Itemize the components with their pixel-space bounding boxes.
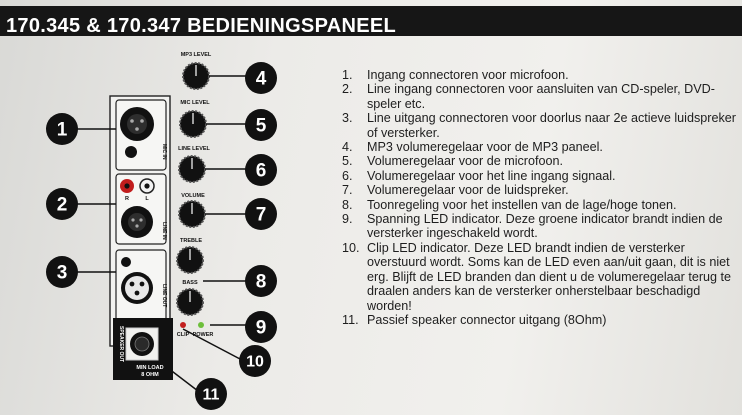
svg-text:BASS: BASS: [182, 280, 198, 286]
list-item: 8. Toonregeling voor het instellen van de lage/hoge tonen.: [342, 197, 677, 212]
svg-text:2: 2: [56, 194, 68, 216]
feature-list: [342, 68, 738, 327]
svg-text:4: 4: [255, 68, 267, 90]
panel-illustration: [0, 36, 340, 415]
svg-text:MIC LEVEL: MIC LEVEL: [180, 100, 210, 106]
l-label: L: [145, 196, 149, 202]
line-out-label: LINE OUT: [161, 284, 167, 308]
knob-volume: [179, 193, 205, 227]
callout-3: [46, 256, 78, 288]
header-bar: [0, 6, 742, 36]
line-in-label: LINE IN: [161, 222, 167, 240]
callout-7: [245, 198, 277, 230]
svg-text:LINE LEVEL: LINE LEVEL: [178, 146, 210, 152]
clip-led: [180, 322, 186, 328]
knob-treble: [177, 238, 203, 273]
list-item: 10. Clip LED indicator. Deze LED brandt indien de versterker overstuurd wordt. Soms kan de LED even aan/uit gaan, dit is niet erg. Blijft de LED branden dan dient u de volumeregelaar terug te draalen anders kan de versterker onherstelbaar beschadigd worden!: [342, 240, 732, 313]
svg-text:7: 7: [255, 204, 267, 226]
power-label: POWER: [192, 332, 214, 338]
list-item: 6. Volumeregelaar voor het line ingang signaal.: [342, 168, 616, 183]
callout-10: [239, 345, 271, 377]
svg-text:9: 9: [255, 317, 267, 339]
list-item: 1. Ingang connectoren voor microfoon.: [342, 68, 569, 82]
svg-text:10: 10: [246, 353, 264, 371]
speaker-out-label: SPEAKER OUT: [118, 326, 124, 363]
list-item: 11. Passief speaker connector uitgang (8Ohm): [342, 312, 607, 327]
svg-text:11: 11: [202, 386, 220, 404]
mic-jack: [125, 146, 137, 158]
knob-line-level: [178, 146, 210, 182]
page-title: 170.345 & 170.347 BEDIENINGSPANEEL: [6, 15, 397, 37]
svg-text:8: 8: [255, 271, 267, 293]
ohm-label: 8 OHM: [141, 372, 159, 378]
list-item: 4. MP3 volumeregelaar voor de MP3 paneel.: [342, 140, 603, 155]
knob-mic-level: [180, 100, 210, 137]
svg-text:TREBLE: TREBLE: [180, 238, 202, 244]
svg-text:6: 6: [255, 160, 267, 182]
callout-4: [245, 62, 277, 94]
callout-11: [195, 378, 227, 410]
knob-mp3: [181, 52, 212, 89]
list-item: 2. Line ingang connectoren voor aansluiten van CD-speler, DVD-speler etc.: [342, 82, 715, 111]
clip-label: CLIP: [176, 332, 190, 338]
svg-text:3: 3: [56, 262, 68, 284]
svg-text:MP3 LEVEL: MP3 LEVEL: [180, 52, 212, 58]
list-item: 3. Line uitgang connectoren voor doorlus naar 2e actieve luidspreker of versterker.: [342, 111, 736, 140]
callout-8: [245, 265, 277, 297]
list-item: 9. Spanning LED indicator. Deze groene indicator brandt indien de versterker ingeschakeld wordt.: [342, 212, 723, 241]
knob-bass: [177, 280, 203, 315]
svg-text:1: 1: [56, 119, 68, 141]
power-led: [198, 322, 204, 328]
callout-6: [245, 154, 277, 186]
list-item: 7. Volumeregelaar voor de luidspreker.: [342, 183, 569, 198]
svg-text:5: 5: [255, 115, 267, 137]
list-item: 5. Volumeregelaar voor de microfoon.: [342, 154, 564, 169]
min-load-label: MIN LOAD: [136, 365, 164, 371]
callout-1: [46, 113, 78, 145]
callout-2: [46, 188, 78, 220]
control-panel-diagram: [0, 36, 340, 415]
callout-5: [245, 109, 277, 141]
svg-text:VOLUME: VOLUME: [181, 193, 205, 199]
r-label: R: [125, 196, 129, 202]
callout-9: [245, 311, 277, 343]
mic-in-label: MIC IN: [161, 144, 167, 160]
